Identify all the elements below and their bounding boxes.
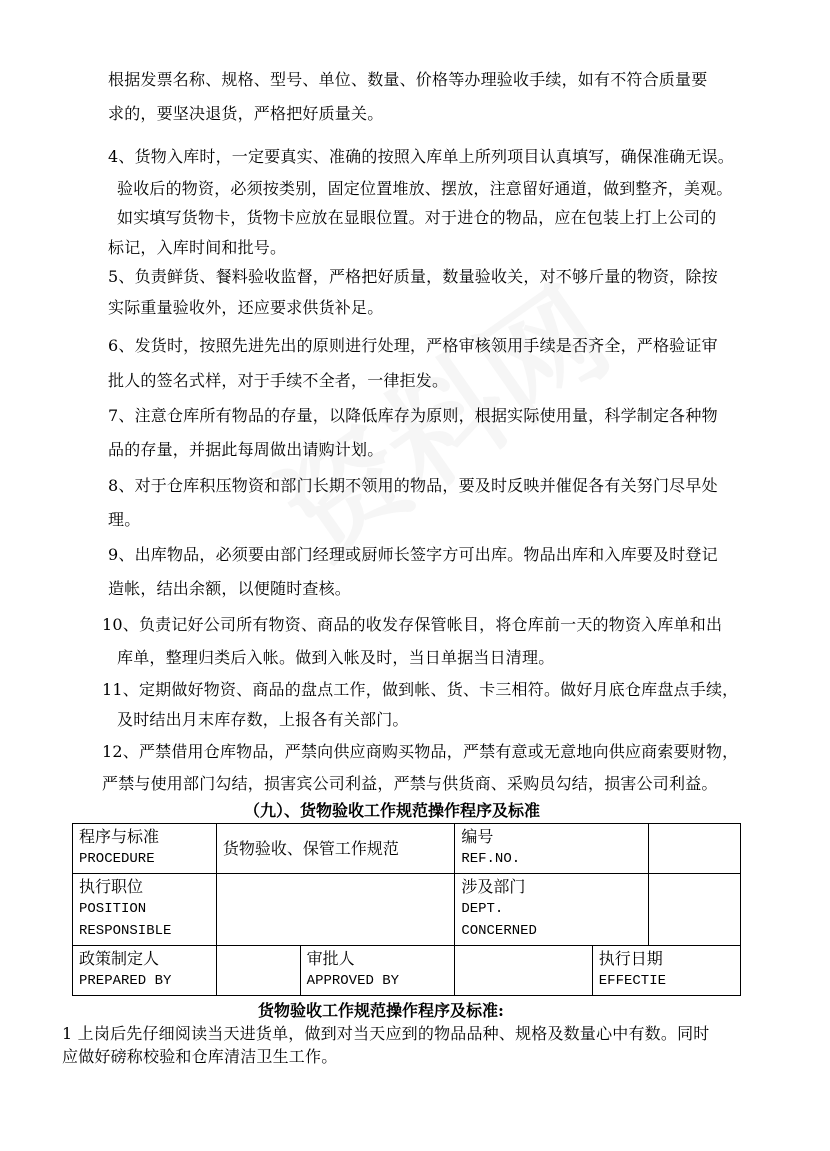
body-line: 求的，要坚决退货，严格把好质量关。	[108, 104, 384, 123]
procedure-value: 货物验收、保管工作规范	[222, 838, 399, 858]
position-cn-label: 执行职位	[79, 877, 144, 896]
position-label-cell	[73, 874, 217, 946]
body-line: 品的存量，并据此每周做出请购计划。	[108, 440, 384, 459]
body-line: 11、定期做好物资、商品的盘点工作，做到帐、货、卡三相符。做好月底仓库盘点手续，	[102, 680, 739, 699]
subtitle: 货物验收工作规范操作程序及标准:	[258, 1001, 504, 1020]
procedure-table	[72, 823, 741, 996]
body-line: 12、严禁借用仓库物品，严禁向供应商购买物品，严禁有意或无意地向供应商索要财物，	[102, 742, 739, 761]
dept-label-cell	[455, 874, 648, 946]
approved-en-label: APPROVED BY	[306, 973, 400, 989]
body-line: 批人的签名式样，对于手续不全者，一律拒发。	[108, 371, 449, 390]
position-en-label-2: RESPONSIBLE	[79, 923, 172, 939]
ref-label-cell	[455, 824, 648, 874]
body-line: 如实填写货物卡，货物卡应放在显眼位置。对于进仓的物品，应在包装上打上公司的	[117, 208, 717, 227]
body-line: 造帐，结出余额，以便随时查核。	[108, 579, 352, 598]
body-line: 严禁与使用部门勾结，损害宾公司利益，严禁与供货商、采购员勾结，损害公司利益。	[102, 774, 718, 793]
procedure-cn-label: 程序与标准	[79, 827, 160, 846]
dept-en-label: DEPT.	[461, 901, 504, 917]
position-en-label: POSITION	[79, 901, 147, 917]
effective-en-label: EFFECTIE	[598, 973, 666, 989]
closing-line: 应做好磅称校验和仓库清洁卫生工作。	[62, 1047, 338, 1066]
procedure-label-cell	[73, 824, 217, 874]
dept-value-cell	[648, 874, 740, 946]
procedure-en-label: PROCEDURE	[79, 851, 155, 867]
body-line: 理。	[108, 510, 141, 529]
approved-label-cell	[300, 946, 455, 996]
body-line: 10、负责记好公司所有物资、商品的收发存保管帐目，将仓库前一天的物资入库单和出	[102, 615, 723, 634]
body-line: 及时结出月末库存数，上报各有关部门。	[117, 710, 409, 729]
body-line: 7、注意仓库所有物品的存量，以降低库存为原则，根据实际使用量，科学制定各种物	[108, 406, 718, 425]
body-line: 验收后的物资，必须按类别，固定位置堆放、摆放，注意留好通道，做到整齐，美观。	[117, 179, 733, 198]
prepared-cn-label: 政策制定人	[79, 949, 160, 968]
body-line: 6、发货时，按照先进先出的原则进行处理，严格审核领用手续是否齐全，严格验证审	[108, 336, 718, 355]
ref-cn-label: 编号	[461, 827, 494, 846]
section-title: （九）、货物验收工作规范操作程序及标准	[244, 801, 541, 820]
body-line: 8、对于仓库积压物资和部门长期不领用的物品，要及时反映并催促各有关努门尽早处	[108, 476, 718, 495]
position-value-cell	[216, 874, 454, 946]
body-line: 库单，整理归类后入帐。做到入帐及时，当日单据当日清理。	[117, 648, 555, 667]
dept-cn-label: 涉及部门	[461, 877, 526, 896]
body-line: 根据发票名称、规格、型号、单位、数量、价格等办理验收手续，如有不符合质量要	[108, 70, 708, 89]
approved-cn-label: 审批人	[306, 949, 355, 968]
body-line: 9、出库物品，必须要由部门经理或厨师长签字方可出库。物品出库和入库要及时登记	[108, 545, 718, 564]
dept-en-label-2: CONCERNED	[461, 923, 537, 939]
body-line: 实际重量验收外，还应要求供货补足。	[108, 298, 384, 317]
body-line: 5、负责鲜货、餐料验收监督，严格把好质量，数量验收关，对不够斤量的物资，除按	[108, 267, 718, 286]
approved-value-cell	[455, 946, 592, 996]
prepared-label-cell	[73, 946, 217, 996]
prepared-value-cell	[216, 946, 300, 996]
prepared-en-label: PREPARED BY	[79, 973, 172, 989]
closing-line: 1 上岗后先仔细阅读当天进货单，做到对当天应到的物品品种、规格及数量心中有数。同时	[62, 1024, 710, 1043]
ref-en-label: REF.NO.	[461, 851, 521, 867]
ref-value-cell	[648, 824, 740, 874]
procedure-value-cell	[216, 824, 454, 874]
body-line: 4、货物入库时，一定要真实、准确的按照入库单上所列项目认真填写，确保准确无误。	[108, 147, 734, 166]
effective-cn-label: 执行日期	[598, 949, 663, 968]
body-line: 标记，入库时间和批号。	[108, 238, 287, 257]
effective-label-cell	[592, 946, 740, 996]
